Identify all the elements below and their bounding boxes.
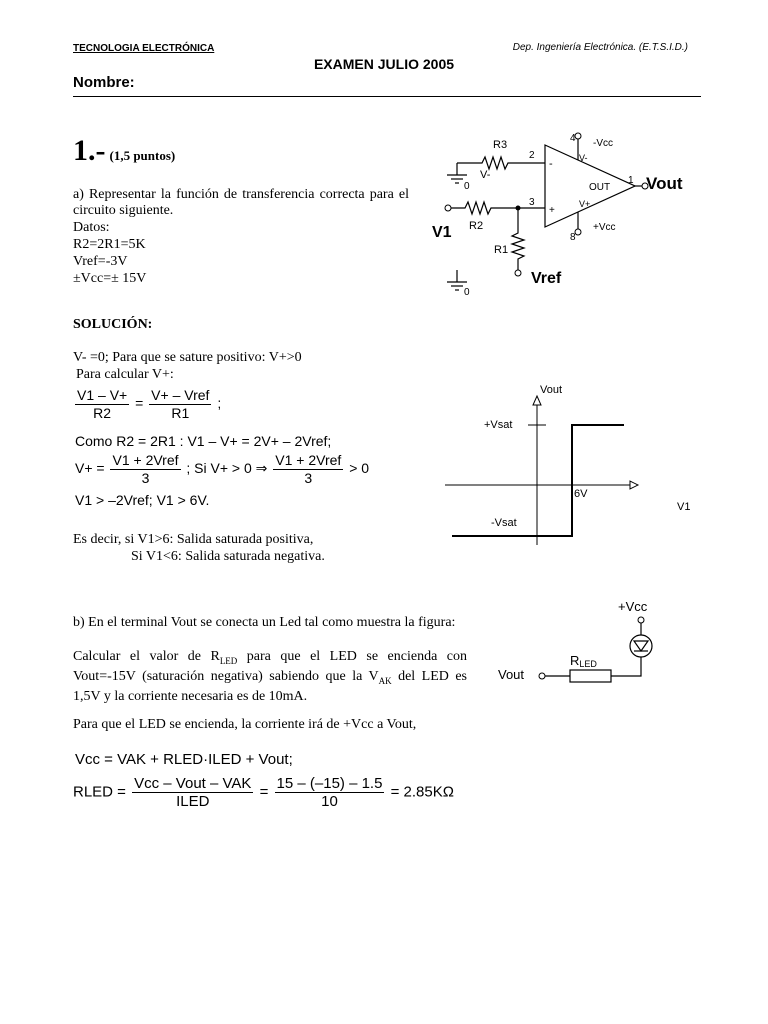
label-pin1: 1	[628, 175, 634, 186]
eq1-num-left: V1 – V+	[77, 387, 128, 403]
eq3-frac2	[273, 452, 343, 487]
dato-vcc: ±Vcc=± 15V	[73, 271, 147, 286]
label-pin2: 2	[529, 150, 535, 161]
neg-vcc-terminal	[575, 133, 581, 139]
label-plus-input: +	[549, 205, 555, 216]
eq6-frac	[132, 775, 253, 810]
opamp-circuit	[430, 125, 720, 305]
eq1-frac-right	[149, 387, 211, 422]
part-b-text2	[73, 649, 467, 705]
part-a-text: a) Representar la función de transferencia correcta para el circuito siguiente.	[73, 187, 409, 218]
vref-terminal	[515, 270, 521, 276]
conclusion-1: Es decir, si V1>6: Salida saturada positiva,	[73, 532, 314, 547]
label-out: OUT	[589, 182, 611, 193]
equation-2: Como R2 = 2R1 : V1 – V+ = 2V+ – 2Vref;	[75, 433, 332, 449]
problem-points: (1,5 puntos)	[109, 148, 176, 163]
dato-r: R2=2R1=5K	[73, 237, 146, 252]
graph-transfer-curve	[452, 425, 624, 536]
label-r2: R2	[469, 220, 484, 232]
label-vref: Vref	[531, 270, 562, 287]
led-vout-label: Vout	[498, 667, 525, 682]
equation-1	[73, 387, 221, 422]
problem-number-text: 1.-	[73, 134, 106, 167]
eq3-frac	[110, 452, 180, 487]
eq6-num: Vcc – Vout – VAK	[134, 775, 252, 792]
problem-number	[73, 134, 175, 168]
equation-6	[73, 775, 454, 810]
label-minus-input: -	[549, 158, 553, 170]
eq3-den: 3	[141, 470, 150, 486]
label-zero-bottom: 0	[464, 287, 470, 298]
label-pin3: 3	[529, 197, 535, 208]
exam-title: EXAMEN JULIO 2005	[313, 56, 455, 72]
label-vout: Vout	[646, 174, 683, 193]
conclusion-2: Si V1<6: Salida saturada negativa.	[131, 549, 325, 564]
part-b-text2-post: del LED es 1,5V y la corriente necesaria es de 10mA.	[73, 668, 468, 704]
graph-y-arrow	[533, 396, 541, 405]
graph-threshold-label: 6V	[574, 488, 588, 500]
dato-vref: Vref=-3V	[73, 254, 128, 269]
eq1-num-right: V+ – Vref	[151, 387, 210, 403]
eq3-end: > 0	[349, 460, 370, 477]
v1-terminal	[445, 205, 451, 211]
eq1-den-left: R2	[93, 405, 112, 421]
graph-xlabel: V1	[677, 501, 691, 513]
led-vcc-label: +Vcc	[618, 599, 648, 614]
eq3-num2: V1 + 2Vref	[275, 452, 342, 468]
eq3-mid: ; Si V+ > 0 ⇒	[186, 460, 268, 477]
eq6-den2: 10	[321, 793, 338, 810]
equation-5: Vcc = VAK + RLED·ILED + Vout;	[75, 751, 293, 768]
label-pos-vcc: +Vcc	[593, 222, 616, 233]
name-label: Nombre:	[73, 74, 135, 91]
eq6-result: = 2.85KΩ	[390, 783, 454, 801]
part-b-text2-mid: para que el LED se encienda con Vout=-15V (saturación negativa) sabiendo que la V	[73, 649, 467, 684]
label-r3: R3	[493, 139, 508, 151]
equation-3	[75, 452, 369, 487]
label-zero-top: 0	[464, 181, 470, 192]
eq1-semicolon: ;	[217, 395, 222, 412]
eq6-den: ILED	[176, 793, 210, 810]
eq1-frac-left	[75, 387, 129, 422]
header-rule	[73, 96, 701, 97]
graph-neg-sat-label: -Vsat	[491, 517, 517, 529]
eq1-den-right: R1	[171, 405, 190, 421]
part-b-text2-pre: Calcular el valor de R	[73, 649, 220, 664]
part-b-text2-sub: LED	[219, 655, 238, 666]
label-pin8: 8	[570, 232, 576, 243]
led-circuit	[495, 598, 695, 693]
equation-4: V1 > –2Vref; V1 > 6V.	[75, 492, 210, 508]
led-bottom-wire	[611, 657, 641, 676]
eq1-equals: =	[135, 395, 144, 412]
graph-x-arrow	[630, 481, 638, 489]
header-right: Dep. Ingeniería Electrónica. (E.T.S.I.D.)	[512, 42, 688, 53]
led-vout-terminal	[539, 673, 545, 679]
part-b-text3: Para que el LED se encienda, la corriente irá de +Vcc a Vout,	[73, 717, 417, 732]
rled-resistor	[570, 670, 611, 682]
led-r-label-sub: LED	[579, 659, 597, 669]
led-vcc-terminal	[638, 617, 644, 623]
eq6-num2: 15 – (–15) – 1.5	[276, 775, 383, 792]
eq6-equals: =	[259, 783, 269, 801]
part-b-text1: b) En el terminal Vout se conecta un Led tal como muestra la figura:	[73, 615, 456, 630]
label-neg-vcc: -Vcc	[593, 138, 613, 149]
r1-resistor	[512, 208, 524, 270]
led-r-label-main: R	[570, 653, 580, 668]
part-b-text2-sub2: AK	[378, 675, 392, 686]
transfer-function-graph	[440, 375, 720, 550]
label-pin4: 4	[570, 133, 576, 144]
label-r1: R1	[494, 244, 509, 256]
header-left: TECNOLOGIA ELECTRÓNICA	[73, 43, 215, 54]
eq3-lhs: V+ =	[75, 460, 105, 477]
datos-label: Datos:	[73, 220, 110, 235]
ground-symbol-top	[447, 163, 467, 183]
eq6-lhs: RLED =	[73, 783, 126, 801]
eq3-den2: 3	[304, 470, 313, 486]
pos-vcc-terminal	[575, 229, 581, 235]
label-vminus-pin: V-	[579, 153, 588, 163]
solution-line1: V- =0; Para que se sature positivo: V+>0	[73, 350, 302, 365]
label-vminus: V-	[480, 169, 491, 181]
eq6-frac2	[275, 775, 385, 810]
graph-pos-sat-label: +Vsat	[484, 419, 513, 431]
eq3-num: V1 + 2Vref	[112, 452, 179, 468]
graph-ylabel: Vout	[540, 384, 563, 396]
solution-line2: Para calcular V+:	[76, 367, 174, 382]
led-r-label	[570, 653, 597, 669]
label-vplus-pin: V+	[579, 199, 591, 209]
solution-heading: SOLUCIÓN:	[73, 317, 153, 332]
label-v1: V1	[432, 224, 452, 241]
